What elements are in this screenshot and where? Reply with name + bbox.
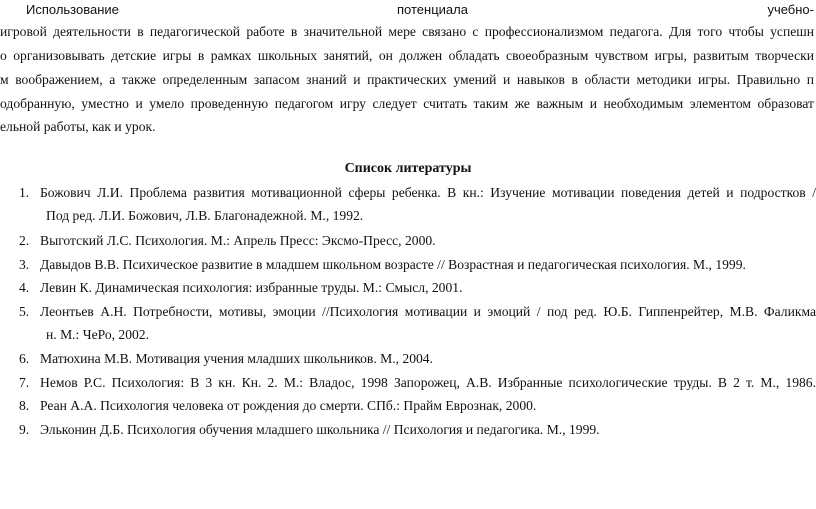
reference-number: 6. bbox=[19, 351, 30, 366]
reference-number: 8. bbox=[19, 398, 30, 413]
reference-text: Немов Р.С. Психология: В 3 кн. Кн. 2. М.: Владос, 1998 Запорожец, А.В. Избранные психологические труды. В 2 т. М., 1986. bbox=[40, 375, 816, 390]
paragraph-line: о организовывать детские игры в рамках школьных занятий, он должен обладать своеобразным чувством игры, развитым творчески bbox=[0, 48, 814, 63]
reference-text: Матюхина М.В. Мотивация учения младших школьников. М., 2004. bbox=[40, 351, 433, 366]
reference-text: Леонтьев А.Н. Потребности, мотивы, эмоции //Психология мотивации и эмоций / под ред. Ю.Б. Гиппенрейтер, М.В. Фаликма bbox=[40, 304, 816, 319]
reference-continuation: Под ред. Л.И. Божович, Л.В. Благонадежной. М., 1992. bbox=[46, 208, 364, 223]
first-line-word-3: учебно- bbox=[767, 2, 814, 17]
reference-text: Реан А.А. Психология человека от рождения до смерти. СПб.: Прайм Еврознак, 2000. bbox=[40, 398, 537, 413]
reference-number: 2. bbox=[19, 233, 30, 248]
reference-text: Божович Л.И. Проблема развития мотивационной сферы ребенка. В кн.: Изучение мотивации поведения детей и подростков / bbox=[40, 185, 816, 200]
reference-number: 4. bbox=[19, 280, 30, 295]
reference-text: Левин К. Динамическая психология: избранные труды. М.: Смысл, 2001. bbox=[40, 280, 463, 295]
reference-number: 5. bbox=[19, 304, 30, 319]
reference-number: 1. bbox=[19, 185, 30, 200]
reference-text: Эльконин Д.Б. Психология обучения младшего школьника // Психология и педагогика. М., 1999. bbox=[40, 422, 600, 437]
paragraph-line: одобранную, уместно и умело проведенную педагогом игру следует считать таким же важным и необходимым элементом образоват bbox=[0, 96, 814, 111]
reference-number: 3. bbox=[19, 257, 30, 272]
first-line-word-2: потенциала bbox=[397, 2, 468, 17]
paragraph-first-line bbox=[0, 1, 816, 19]
reference-number: 7. bbox=[19, 375, 30, 390]
paragraph-line: м воображением, а также определенным запасом знаний и практических умений и навыков в области методики игры. Правильно п bbox=[0, 72, 814, 87]
paragraph-line: игровой деятельности в педагогической работе в значительной мере связано с профессионализмом педагога. Для того чтобы успешн bbox=[0, 24, 814, 39]
reference-number: 9. bbox=[19, 422, 30, 437]
paragraph-last-line: ельной работы, как и урок. bbox=[0, 119, 156, 134]
first-line-word-1: Использование bbox=[26, 2, 119, 17]
reference-continuation: н. М.: ЧеРо, 2002. bbox=[46, 327, 150, 342]
reference-text: Выготский Л.С. Психология. М.: Апрель Пресс: Эксмо-Пресс, 2000. bbox=[40, 233, 436, 248]
reference-text: Давыдов В.В. Психическое развитие в младшем школьном возрасте // Возрастная и педагогическая психология. М., 1999. bbox=[40, 257, 746, 272]
references-heading: Список литературы bbox=[344, 161, 472, 176]
